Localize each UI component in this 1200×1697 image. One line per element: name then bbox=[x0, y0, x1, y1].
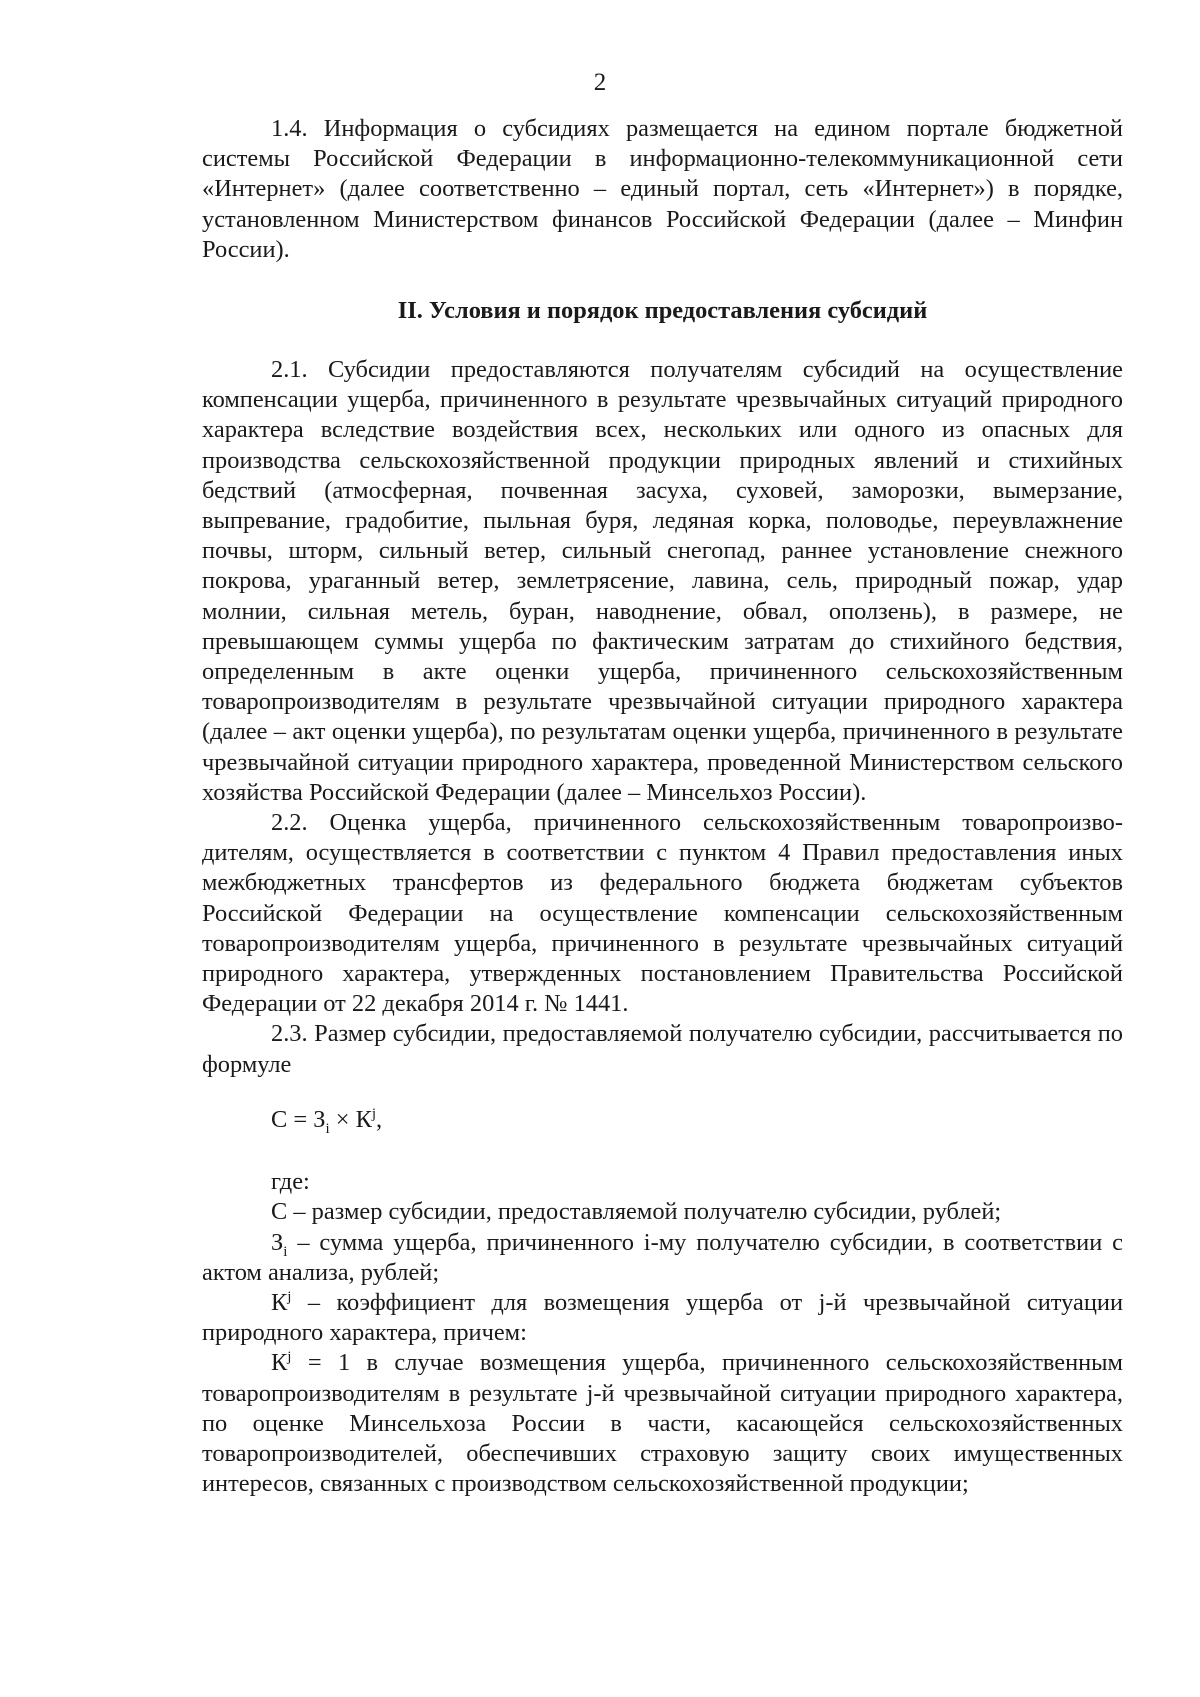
k1-superscript: j bbox=[287, 1349, 292, 1366]
document-body bbox=[202, 114, 1123, 1499]
definition-k bbox=[202, 1288, 1123, 1348]
paragraph-2-3: 2.3. Размер субсидии, предоставляемой получателю субсидии, рассчитывается по формуле bbox=[202, 1020, 1123, 1078]
z-symbol: З bbox=[271, 1228, 284, 1256]
k1-definition-text: = 1 в случае возмещения ущерба, причиненного сельскохозяйственным товаропроизводителям в результате j-й чрезвычайной ситуации природного характера, по оценке Минсельхоза России в части, касающейся сельскохозяйственных товаропроизводителей, обеспечивших страховую защиту своих имущественных интересов, связанных с производством сельскохозяйственной продукции; bbox=[202, 1349, 1123, 1498]
page-number: 2 bbox=[593, 69, 607, 96]
where-label: где: bbox=[271, 1168, 310, 1196]
paragraph-2-2: 2.2. Оценка ущерба, причиненного сельскохозяйственным товаропроизводителям, осуществляется в соответствии с пунктом 4 Правил предоставления иных межбюджетных трансфертов из федерального бюджета бюджетам субъектов Российской Федерации на осуществление компенсации сельскохозяйственным товаропроизводителям ущерба, причиненного в результате чрезвычайных ситуаций природного характера, утвержденных постановлением Правительства Российской Федерации от 22 декабря 2014 г. № 1441. bbox=[202, 809, 1123, 1018]
k1-symbol: К bbox=[271, 1349, 288, 1377]
z-subscript: i bbox=[283, 1243, 288, 1260]
formula-sup-j: j bbox=[371, 1105, 377, 1122]
k-superscript: j bbox=[287, 1288, 292, 1305]
formula-lhs: С = З bbox=[271, 1105, 326, 1133]
formula-tail: , bbox=[376, 1105, 383, 1133]
definition-c: С – размер субсидии, предоставляемой получателю субсидии, рублей; bbox=[271, 1198, 1002, 1226]
definition-k-equals-1 bbox=[202, 1348, 1123, 1499]
formula-times-k: × К bbox=[329, 1105, 372, 1133]
paragraph-1-4: 1.4. Информация о субсидиях размещается на едином портале бюджетной системы Российской Федерации в информационно-телекоммуникационной сети «Интернет» (далее соответственно – единый портал, сеть «Интернет») в порядке, установленном Министерством финансов Российской Федерации (далее – Минфин России). bbox=[202, 115, 1123, 263]
paragraph-2-1: 2.1. Субсидии предоставляются получателям субсидий на осуществление компенсации ущерба, причиненного в результате чрезвычайных ситуаций природного характера вследствие воздействия всех, нескольких или одного из опасных для производства сельскохозяйственной продукции природных явлений и стихийных бедствий (атмосферная, почвенная засуха, суховей, заморозки, вымерзание, выпревание, градобитие, пыльная буря, ледяная корка, половодье, переувлажнение почвы, шторм, сильный ветер, сильный снегопад, раннее установление снежного покрова, ураганный ветер, землетрясение, лавина, сель, природный пожар, удар молнии, сильная метель, буран, наводнение, обвал, оползень), в размере, не превышающем суммы ущерба по фактическим затратам до стихийного бедствия, определенным в акте оценки ущерба, причиненного сельскохозяйственным товаропроизводителям в результате чрезвычайной ситуации природного характера (далее – акт оценки ущерба), по результатам оценки ущерба, причиненного в результате чрезвычайной ситуации природного характера, проведенной Министерством сельского хозяйства Российской Федерации (далее – Минсельхоз России). bbox=[202, 356, 1123, 806]
formula-sub-i: i bbox=[325, 1120, 330, 1137]
z-definition-text: – сумма ущерба, причиненного i-му получателю субсидии, в соответствии с актом анализа, рублей; bbox=[202, 1228, 1123, 1286]
section-heading: II. Условия и порядок предоставления субсидий bbox=[397, 297, 928, 325]
k-definition-text: – коэффициент для возмещения ущерба от j-й чрезвычайной ситуации природного характера, причем: bbox=[202, 1288, 1123, 1347]
subsidy-formula bbox=[202, 1105, 1123, 1135]
k-symbol: К bbox=[271, 1288, 288, 1316]
definition-z bbox=[202, 1228, 1123, 1288]
